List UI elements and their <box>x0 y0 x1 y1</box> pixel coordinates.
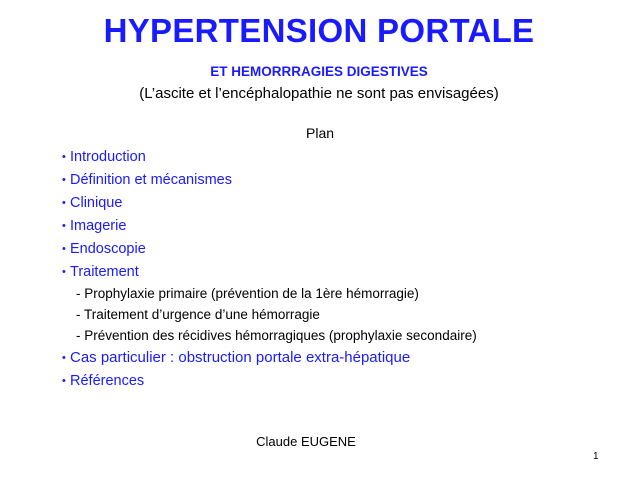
bullet-icon: • <box>62 151 66 163</box>
bullet-icon: • <box>62 243 66 255</box>
bullet-icon: • <box>62 220 66 232</box>
toc-subitem-label: - Prévention des récidives hémorragiques (prophylaxie secondaire) <box>76 328 477 343</box>
plan-heading: Plan <box>306 125 335 141</box>
toc-item-label: Références <box>70 373 145 389</box>
author-name: Claude EUGENE <box>256 434 356 449</box>
bullet-icon: • <box>62 197 66 209</box>
slide-subtitle: ET HEMORRRAGIES DIGESTIVES <box>210 64 428 79</box>
toc-item-label: Définition et mécanismes <box>70 172 232 188</box>
toc-item-label: Clinique <box>70 195 123 211</box>
toc-item-label: Introduction <box>70 149 146 165</box>
bullet-icon: • <box>62 352 66 364</box>
scope-note: (L’ascite et l’encéphalopathie ne sont pas envisagées) <box>139 85 499 102</box>
bullet-icon: • <box>62 375 66 387</box>
toc-item-label: Cas particulier : obstruction portale extra-hépatique <box>70 349 411 366</box>
slide-title: HYPERTENSION PORTALE <box>103 12 535 49</box>
bullet-icon: • <box>62 174 66 186</box>
toc-item-label: Traitement <box>70 264 139 280</box>
toc-subitem-label: - Traitement d’urgence d’une hémorragie <box>76 307 320 322</box>
toc-subitem-label: - Prophylaxie primaire (prévention de la 1ère hémorragie) <box>76 286 419 301</box>
toc-item-label: Endoscopie <box>70 241 146 257</box>
toc-item-label: Imagerie <box>70 218 127 234</box>
page-number: 1 <box>593 451 599 462</box>
bullet-icon: • <box>62 266 66 278</box>
